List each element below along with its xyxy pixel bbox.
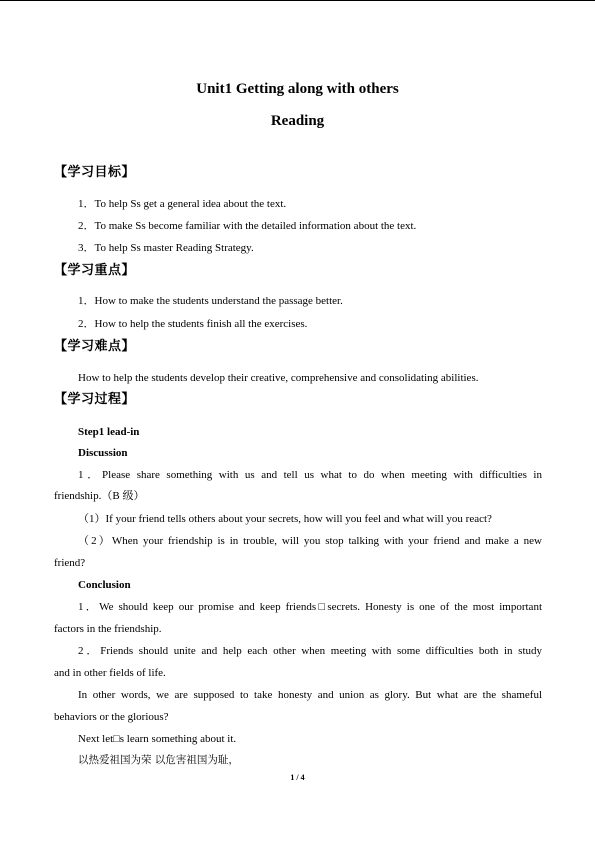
document-title: Unit1 Getting along with others: [196, 81, 399, 97]
objective-item: 1．To help Ss get a general idea about the text.: [78, 198, 287, 210]
conclusion-1-line-2: factors in the friendship.: [54, 623, 162, 635]
objectives-heading: 【学习目标】: [54, 165, 136, 180]
key-points-heading: 【学习重点】: [54, 263, 136, 278]
process-heading: 【学习过程】: [54, 392, 136, 407]
sub-question-2-line-1: （2）When your friendship is in trouble, will you stop talking with your friend and make a new: [78, 535, 542, 547]
conclusion-2-line-2: and in other fields of life.: [54, 667, 166, 679]
conclusion-1-line-1: 1．We should keep our promise and keep friends□secrets. Honesty is one of the most important: [78, 601, 542, 613]
document-subtitle: Reading: [270, 113, 325, 129]
chinese-line: 以热爱祖国为荣 以危害祖国为耻，: [78, 754, 239, 766]
page-number: 1 / 4: [290, 773, 305, 782]
discussion-label: Discussion: [78, 447, 128, 459]
conclusion-2-line-1: 2．Friends should unite and help each other when meeting with some difficulties both in study: [78, 645, 542, 657]
key-point-item: 1．How to make the students understand the passage better.: [78, 295, 343, 307]
question-1-line-1: 1．Please share something with us and tell us what to do when meeting with difficulties in: [78, 469, 542, 481]
difficulties-heading: 【学习难点】: [54, 339, 136, 354]
step1-label: Step1 lead-in: [78, 426, 140, 438]
question-1-line-2: friendship.（B 级）: [54, 490, 145, 502]
paragraph-1-line-1: In other words, we are supposed to take honesty and union as glory. But what are the shameful: [78, 689, 542, 701]
paragraph-1-line-2: behaviors or the glorious?: [54, 711, 169, 723]
key-point-item: 2．How to help the students finish all the exercises.: [78, 318, 308, 330]
conclusion-label: Conclusion: [78, 579, 131, 591]
difficulties-text: How to help the students develop their creative, comprehensive and consolidating abilities.: [78, 372, 479, 384]
sub-question-1: （1）If your friend tells others about your secrets, how will you feel and what will you react?: [78, 513, 492, 525]
objective-item: 3．To help Ss master Reading Strategy.: [78, 242, 254, 254]
sub-question-2-line-2: friend?: [54, 557, 86, 569]
paragraph-2: Next let□s learn something about it.: [78, 733, 237, 745]
objective-item: 2．To make Ss become familiar with the detailed information about the text.: [78, 220, 417, 232]
top-rule: [0, 0, 595, 1]
